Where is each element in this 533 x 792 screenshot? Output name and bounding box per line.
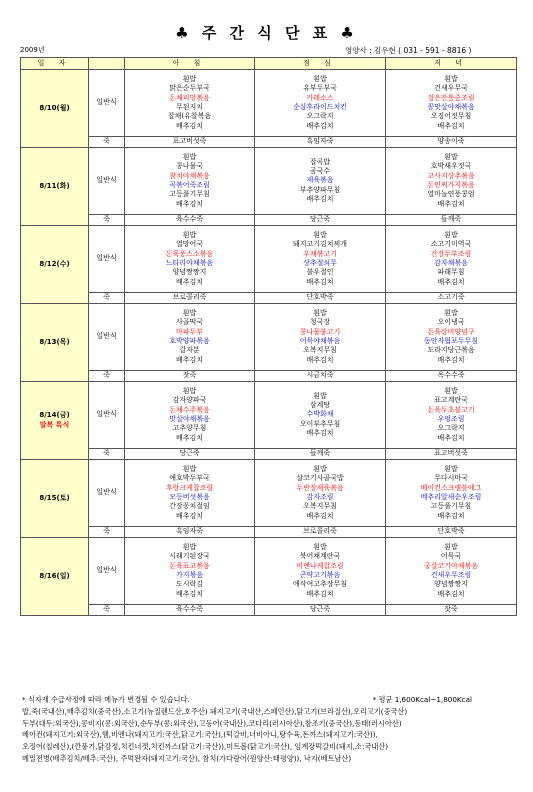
menu-item: 양념짱짱지 [172,268,207,277]
menu-item: 배추김치 [175,199,204,208]
porridge-label: 죽 [89,527,125,538]
menu-item: 부추양파무침 [299,185,341,194]
menu-item: 베이컨스크램블에그 [420,483,482,492]
porridge-label: 죽 [89,215,125,226]
porridge-row [21,215,517,226]
menu-item: 후랑크케찹조림 [165,483,214,492]
menu-item: 두반장제육볶음 [296,483,344,492]
day-date-cell [21,148,89,226]
menu-item: 건새우무국 [434,84,468,93]
porridge-item: 옥수수죽 [386,371,517,382]
menu-item: 흰밥 [444,386,458,395]
porridge-item: 흑임자죽 [255,137,386,148]
menu-item: 배추김치 [437,589,465,598]
menu-item: 호박양파볶음 [169,337,210,345]
meal-kind-label: 일반식 [89,70,125,137]
table-row [21,460,517,527]
menu-item: 콩나물국 [175,162,204,171]
porridge-row [21,527,517,538]
porridge-item: 육수수죽 [125,215,255,226]
menu-item: 유부두부국 [303,84,337,93]
meal-kind-label: 일반식 [89,538,125,605]
porridge-label: 죽 [89,293,125,304]
menu-item: 갈자분 [179,346,200,355]
lunch-cell [255,382,386,449]
menu-item: 배추김치 [306,429,334,438]
porridge-item: 당근죽 [125,449,255,460]
table-row [21,382,517,449]
header-dinner: 저 녁 [386,58,517,70]
menu-item: 도시락김 [175,580,204,589]
breakfast-cell [125,148,255,215]
footer-note-right: * 평균 1,600Kcal~1,800Kcal [372,695,472,704]
menu-item: 흰밥 [444,152,458,161]
table-row [21,70,517,137]
porridge-item: 잣죽 [386,605,517,616]
menu-item: 흰밥 [182,308,197,317]
table-row [21,148,517,215]
menu-item: 흰밥 [182,74,197,83]
day-date-cell [21,538,89,616]
weekly-menu-table [20,57,517,616]
menu-item: 돈민찌가지볶음 [427,181,475,189]
menu-item: 열망어국 [175,240,204,249]
menu-item: 배추김치 [306,195,334,204]
porridge-item: 표고버섯죽 [125,137,255,148]
porridge-label: 죽 [89,605,125,616]
day-date: 8/15(토) [39,493,70,502]
day-date: 8/16(일) [39,571,70,580]
porridge-row [21,449,517,460]
menu-item: 오이부추무침 [299,419,341,428]
table-row [21,226,517,293]
lunch-cell [255,70,386,137]
table-header-row [21,58,517,70]
porridge-item: 단호박죽 [386,527,517,538]
page-title: ♣ 주 간 식 단 표 ♣ [175,24,358,42]
menu-item: 소고기미역국 [430,240,472,249]
menu-item: 배추김치 [175,589,204,598]
menu-item: 감자채볶음 [434,259,468,267]
menu-item: 흰밥 [182,152,197,161]
day-date: 8/14(금) [39,411,70,420]
header-lunch: 점 심 [255,58,386,70]
menu-item: 흰밥 [313,74,327,83]
menu-item: 곰국수 [309,166,331,175]
porridge-item: 당근죽 [255,215,386,226]
day-date: 8/11(화) [39,181,70,190]
menu-item: 메추리알새순우조림 [420,493,482,501]
menu-item: 어묵야채볶음 [299,337,341,345]
table-row [21,538,517,605]
breakfast-cell [125,460,255,527]
menu-item: 배추김치 [437,199,465,208]
dietitian-contact: 영양사 : 김우현 ( 031 - 591 - 8816 ) [345,46,472,55]
menu-item: 흰밥 [313,542,327,551]
menu-item: 배추김치 [437,355,465,364]
menu-item: 어묵국 [440,552,462,561]
menu-item: 애호박두부국 [169,474,210,483]
menu-item: 배추김치 [437,121,465,130]
header-date: 일 자 [21,58,89,70]
menu-item: 비엔나케찹조림 [296,561,344,570]
menu-item: 감자조림 [306,493,334,501]
menu-item: 감자양파국 [172,396,207,405]
dinner-cell [386,70,517,137]
breakfast-cell [125,382,255,449]
menu-item: 흰밥 [313,230,327,239]
porridge-item: 브로콜리죽 [255,527,386,538]
menu-item: 고사지상추볶음 [427,171,475,180]
menu-item: 콩나물불고기 [299,327,341,336]
porridge-item: 들깨죽 [255,449,386,460]
porridge-item: 흑임자죽 [125,527,255,538]
menu-item: 표고계란국 [434,396,468,405]
menu-item: 고추양무침 [172,424,207,433]
menu-item: 사골떡국 [175,318,204,327]
header-kind [89,58,125,70]
menu-item: 배추김치 [306,121,334,130]
menu-item: 애삭여고추장무침 [292,580,348,589]
menu-item: 잡채(유찰복음 [167,112,212,121]
menu-item: 고등풀기무침 [169,190,210,199]
menu-item: 배추김치 [437,433,465,442]
porridge-item: 육수수죽 [125,605,255,616]
menu-item: 곡볶어죽조림 [169,181,210,189]
menu-item: 흰밥 [313,391,327,400]
dinner-cell [386,304,517,371]
porridge-label: 죽 [89,449,125,460]
menu-item: 돈육강비양념구 [427,327,475,336]
menu-item: 도라지당근볶음 [427,346,475,355]
menu-item: 오징어젓무침 [430,112,472,121]
menu-item: 오복지무침 [303,346,337,355]
menu-item: 배추김치 [175,355,204,364]
breakfast-cell [125,538,255,605]
menu-item: 호박새우젓국 [430,162,472,171]
menu-item: 제육볶음 [306,176,334,185]
porridge-item: 양송이죽 [386,137,517,148]
menu-item: 흰밥 [182,464,197,473]
dinner-cell [386,460,517,527]
day-date-cell [21,226,89,304]
menu-item: 청국장 [309,318,331,327]
origin-line: 메밀전병(배추김치/배추:국산), 주먹완자(돼지고기:국산), 참치(가다랑어(원양산:태평양)), 낙지(베트남산) [22,753,352,763]
menu-item: 간장꽁치절임 [169,502,210,511]
menu-item: 불우절인 [306,268,334,277]
menu-item: 오복지무침 [303,502,337,511]
lunch-cell [255,226,386,293]
menu-item: 우채볶고기 [303,249,337,258]
menu-item: 배추김치 [306,355,334,364]
menu-item: 카레소스 [306,93,334,102]
menu-item: 무된지치 [175,103,204,111]
meal-kind-label: 일반식 [89,382,125,449]
dinner-cell [386,382,517,449]
menu-item: 모등버섯볶음 [169,493,210,501]
menu-item: 배추김치 [437,277,465,286]
menu-item: 궁살코기야채볶음 [423,561,479,570]
menu-item: 참치야채볶음 [169,171,210,180]
porridge-row [21,293,517,304]
origin-line: 오징어(칠레산),(깐풍기,닭강정,치킨너겟,치킨까스(닭고기:국산)),미트볼(닭고기:국산), 임계장떡갈비(돼지,소:국내산) [22,742,389,752]
day-date: 8/13(목) [39,337,70,346]
menu-item: 배추김치 [175,277,204,286]
origin-line: 밥,죽(국내산),배추김치(중국산),소고기(뉴질랜드산,호주산) 돼지고기(국내산,스페인산),닭고기(브라질산),오리고기(중국산) [22,706,408,716]
dinner-cell [386,148,517,215]
menu-item: 배추김치 [175,511,204,520]
menu-item: 북어채계란국 [299,552,341,561]
menu-item: 오이냉국 [437,318,465,327]
menu-item: 흰밥 [182,542,197,551]
origin-line: 두부(대두:외국산),콩비지(콩:외국산),순두부(콩:외국산),고등어(국내산),코다리(러시아산),참조기(중국산),동태(러시아산) [22,718,402,728]
menu-item: 열마늘연풍콩엄 [427,190,475,199]
menu-item: 흰밥 [444,464,458,473]
day-special-note: 말복 특식 [39,420,70,429]
breakfast-cell [125,70,255,137]
menu-item: 검은잔퉁중조림 [427,93,475,102]
porridge-item: 들깨죽 [386,215,517,226]
porridge-row [21,137,517,148]
meal-kind-label: 일반식 [89,226,125,293]
menu-item: 마파두부 [175,327,204,336]
menu-item: 고등풀기무침 [430,502,472,511]
menu-item: 우엉조림 [437,415,465,423]
menu-item: 수박화채 [306,410,334,419]
footer [22,694,522,765]
menu-item: 배추김치 [306,511,334,520]
menu-item: 흰밥 [313,464,327,473]
menu-item: 순살후라이드치킨 [292,103,348,111]
porridge-item: 시금치죽 [255,371,386,382]
menu-item: 잡곡밥 [309,157,331,166]
dinner-cell [386,538,517,605]
lunch-cell [255,148,386,215]
menu-item: 동안자협포두무침 [423,337,479,345]
menu-item: 오그락지 [437,424,465,433]
menu-item: 흰밥 [182,386,197,395]
menu-item: 시래기된장국 [169,552,210,561]
menu-item: 흰밥 [444,308,458,317]
menu-item: 배추김치 [437,511,465,520]
menu-item: 오그락지 [306,112,334,121]
menu-item: 맑은순두부국 [169,84,210,93]
menu-item: 배추김치 [306,589,334,598]
porridge-row [21,371,517,382]
meal-kind-label: 일반식 [89,460,125,527]
menu-item: 건새우무조림 [430,571,472,579]
menu-item: 흰밥 [182,230,197,239]
menu-item: 돈육풍스소볶음 [165,249,214,258]
menu-item: 돈육두초불고기 [427,405,475,414]
menu-item: 양념짱짱지 [434,580,468,589]
day-date: 8/12(수) [39,259,70,268]
menu-item: 돈육표고볶음 [169,561,210,570]
menu-item: 돈채수주볶음 [169,405,210,414]
lunch-cell [255,460,386,527]
menu-item: 상추절쇠무 [303,259,337,267]
porridge-item: 소고기죽 [386,293,517,304]
day-date: 8/10(월) [39,103,70,112]
menu-item: 배추김치 [306,277,334,286]
origin-line: 베이컨(돼지고기:외국산),햄,비엔나(돼지고기:국산,닭고기:국산),(떡갈비,너비아니,탕수육,돈까스(돼지고기:국산)), [22,730,378,740]
porridge-item: 당근죽 [255,605,386,616]
footer-note-left: * 식자재 수급사정에 따라 메뉴가 변경될 수 있습니다. [22,695,190,704]
menu-item: 돈채피망볶음 [169,93,210,102]
menu-item: 곤약고기볶음 [299,571,341,579]
menu-body [21,70,517,616]
menu-item: 삼계탕 [309,400,331,409]
porridge-item: 표고버섯죽 [386,449,517,460]
porridge-label: 죽 [89,137,125,148]
menu-item: 배추김치 [175,433,204,442]
year-label: 2009년 [20,46,45,54]
menu-item: 가지볶음 [175,571,204,579]
menu-item: 느타리야채볶음 [165,259,214,267]
menu-item: 배추김치 [175,121,204,130]
meal-kind-label: 일반식 [89,304,125,371]
meal-kind-label: 일반식 [89,148,125,215]
lunch-cell [255,304,386,371]
porridge-label: 죽 [89,371,125,382]
menu-item: 맛살야채볶음 [169,415,210,423]
day-date-cell [21,304,89,382]
porridge-item: 잣죽 [125,371,255,382]
breakfast-cell [125,304,255,371]
menu-item: 흰밥 [313,308,327,317]
porridge-item: 단호박죽 [255,293,386,304]
breakfast-cell [125,226,255,293]
menu-item: 돼지고기김치찌개 [292,240,348,249]
porridge-row [21,605,517,616]
lunch-cell [255,538,386,605]
header-breakfast: 아 침 [125,58,255,70]
menu-item: 무다시마국 [434,474,468,483]
menu-item: 살코기사골국밥 [296,474,344,483]
menu-item: 파래무침 [437,268,465,277]
menu-item: 흰밥 [444,542,458,551]
menu-item: 흰밥 [444,74,458,83]
menu-item: 흰밥 [444,230,458,239]
menu-item: 간장두부조림 [430,249,472,258]
dinner-cell [386,226,517,293]
menu-item: 꽁맛살야채볶음 [427,103,475,111]
porridge-item: 브로콜리죽 [125,293,255,304]
day-date-cell [21,382,89,460]
day-date-cell [21,70,89,148]
table-row [21,304,517,371]
day-date-cell [21,460,89,538]
